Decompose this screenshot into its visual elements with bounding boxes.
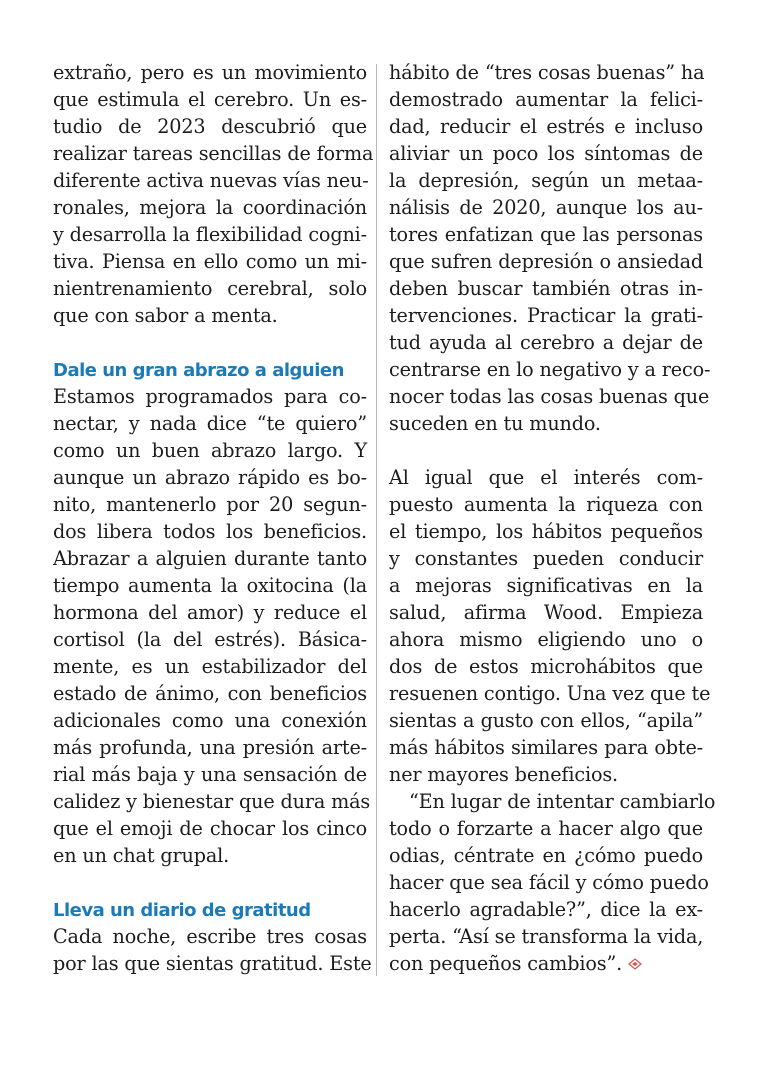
paragraph-gap bbox=[53, 869, 367, 896]
body-text-line: Cada noche, escribe tres cosas bbox=[53, 925, 367, 948]
body-text-line: y constantes pueden conducir bbox=[389, 547, 703, 570]
body-text-line: Estamos programados para co- bbox=[53, 385, 367, 408]
paragraph-gap bbox=[53, 329, 367, 356]
body-text-line: ahora mismo eligiendo uno o bbox=[389, 628, 703, 651]
body-text-line: nectar, y nada dice “te quiero” bbox=[53, 412, 367, 435]
body-text-line: más hábitos similares para obte- bbox=[389, 736, 703, 759]
body-text-line: puesto aumenta la riqueza con bbox=[389, 493, 703, 516]
body-text-line: que con sabor a menta. bbox=[53, 304, 278, 327]
body-text-line: tiempo aumenta la oxitocina (la bbox=[53, 574, 367, 597]
body-text-line: tudio de 2023 descubrió que bbox=[53, 115, 367, 138]
body-text-line: cortisol (la del estrés). Básica- bbox=[53, 628, 367, 651]
body-text-line: todo o forzarte a hacer algo que bbox=[389, 817, 703, 840]
body-text-line: calidez y bienestar que dura más bbox=[53, 790, 371, 813]
body-text-line: estado de ánimo, con beneficios bbox=[53, 682, 367, 705]
body-text-line: en un chat grupal. bbox=[53, 844, 230, 867]
body-text-line: extraño, pero es un movimiento bbox=[53, 61, 367, 84]
column-divider bbox=[376, 64, 377, 976]
body-text-line: suceden en tu mundo. bbox=[389, 412, 601, 435]
body-text-line: tud ayuda al cerebro a dejar de bbox=[389, 331, 703, 354]
body-text-line: ner mayores beneficios. bbox=[389, 763, 619, 786]
section-heading: Lleva un diario de gratitud bbox=[53, 900, 311, 921]
diamond-end-mark-icon bbox=[628, 950, 642, 977]
body-text-line: ronales, mejora la coordinación bbox=[53, 196, 367, 219]
right-column bbox=[389, 59, 716, 977]
body-text-line: Abrazar a alguien durante tanto bbox=[53, 547, 367, 570]
body-text-line: a mejoras significativas en la bbox=[389, 574, 703, 597]
body-text-line: resuenen contigo. Una vez que te bbox=[389, 682, 711, 705]
body-text-line: adicionales como una conexión bbox=[53, 709, 367, 732]
body-text-line: nientrenamiento cerebral, solo bbox=[53, 277, 367, 300]
body-text-line: tiva. Piensa en ello como un mi- bbox=[53, 250, 367, 273]
body-text-line: hacerlo agradable?”, dice la ex- bbox=[389, 898, 703, 921]
body-text-line: sientas a gusto con ellos, “apila” bbox=[389, 709, 703, 732]
body-text-line: y desarrolla la flexibilidad cogni- bbox=[53, 223, 367, 246]
body-text-line: dad, reducir el estrés e incluso bbox=[389, 115, 703, 138]
body-text-line: tores enfatizan que las personas bbox=[389, 223, 703, 246]
body-text-line: como un buen abrazo largo. Y bbox=[53, 439, 367, 462]
body-text-line: deben buscar también otras in- bbox=[389, 277, 703, 300]
body-text-line: nito, mantenerlo por 20 segun- bbox=[53, 493, 367, 516]
body-text-line: nocer todas las cosas buenas que bbox=[389, 385, 710, 408]
body-text-line: nálisis de 2020, aunque los au- bbox=[389, 196, 703, 219]
body-text-line: tervenciones. Practicar la grati- bbox=[389, 304, 703, 327]
paragraph-gap bbox=[389, 437, 703, 464]
body-text-line: el tiempo, los hábitos pequeños bbox=[389, 520, 703, 543]
body-text-line: mente, es un estabilizador del bbox=[53, 655, 367, 678]
section-heading: Dale un gran abrazo a alguien bbox=[53, 360, 344, 381]
body-text-line: hacer que sea fácil y cómo puedo bbox=[389, 871, 709, 894]
body-text-line: “En lugar de intentar cambiarlo bbox=[409, 790, 716, 813]
body-text-line-content: con pequeños cambios”. bbox=[389, 952, 623, 975]
body-text-line: aliviar un poco los síntomas de bbox=[389, 142, 703, 165]
body-text-line: perta. “Así se transforma la vida, bbox=[389, 925, 704, 948]
body-text-line: realizar tareas sencillas de forma bbox=[53, 142, 374, 165]
body-text-line: demostrado aumentar la felici- bbox=[389, 88, 703, 111]
body-text-line: dos de estos microhábitos que bbox=[389, 655, 703, 678]
left-column bbox=[53, 59, 374, 977]
body-text-line: salud, afirma Wood. Empieza bbox=[389, 601, 703, 624]
body-text-line: hormona del amor) y reduce el bbox=[53, 601, 367, 624]
body-text-line: dos libera todos los beneficios. bbox=[53, 520, 367, 543]
body-text-line: que sufren depresión o ansiedad bbox=[389, 250, 703, 273]
body-text-line: rial más baja y una sensación de bbox=[53, 763, 367, 786]
body-text-line: diferente activa nuevas vías neu- bbox=[53, 169, 369, 192]
body-text-line: más profunda, una presión arte- bbox=[53, 736, 367, 759]
body-text-line: por las que sientas gratitud. Este bbox=[53, 952, 372, 975]
body-text-line: que el emoji de chocar los cinco bbox=[53, 817, 367, 840]
body-text-line: hábito de “tres cosas buenas” ha bbox=[389, 61, 705, 84]
body-text-line: centrarse en lo negativo y a reco- bbox=[389, 358, 711, 381]
body-text-line: la depresión, según un metaa- bbox=[389, 169, 703, 192]
body-text-line bbox=[389, 950, 703, 977]
body-text-line: que estimula el cerebro. Un es- bbox=[53, 88, 367, 111]
body-text-line: aunque un abrazo rápido es bo- bbox=[53, 466, 367, 489]
body-text-line: Al igual que el interés com- bbox=[389, 466, 703, 489]
body-text-line: odias, céntrate en ¿cómo puedo bbox=[389, 844, 703, 867]
